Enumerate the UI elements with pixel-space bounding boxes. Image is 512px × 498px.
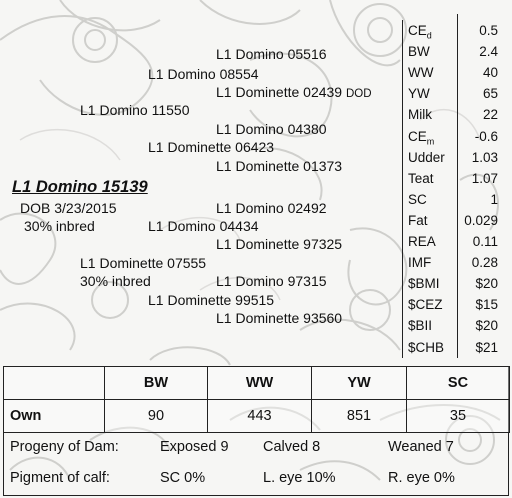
pedigree-dam-sire: L1 Domino 04434 [148, 218, 259, 234]
epd-value: 1.07 [471, 170, 498, 186]
epd-label: REA [408, 234, 436, 249]
performance-table [3, 366, 510, 433]
date-of-birth: DOB 3/23/2015 [20, 200, 117, 216]
pedigree-sire-sire-dam [216, 84, 372, 102]
dam-inbreeding-coefficient: 30% inbred [80, 273, 151, 289]
epd-label: $CHB [408, 339, 445, 355]
epd-label: Milk [408, 107, 432, 123]
epd-value: 0.28 [471, 255, 498, 271]
epd-value: 22 [482, 107, 498, 123]
pigment-left-eye: L. eye 10% [263, 470, 336, 486]
performance-header-sc: SC [407, 367, 510, 400]
epd-label: $BII [408, 318, 433, 334]
epd-value: -0.6 [474, 128, 498, 144]
epd-value: 2.4 [479, 44, 498, 60]
epd-row [404, 22, 504, 42]
epd-value: 40 [482, 65, 498, 81]
epd-label: YW [408, 86, 430, 102]
pedigree-dam-dam: L1 Dominette 99515 [148, 292, 275, 308]
epd-row [404, 170, 504, 190]
pedigree-dam-dam-dam: L1 Dominette 93560 [216, 310, 343, 326]
pedigree-sire-sire-dam-name: L1 Dominette 02439 [216, 84, 343, 100]
epd-row [404, 106, 504, 126]
epd-label: SC [408, 191, 427, 207]
epd-label-group [408, 23, 432, 44]
inbreeding-coefficient: 30% inbred [24, 218, 95, 234]
epd-row [404, 191, 504, 211]
pedigree-sire-dam-dam: L1 Dominette 01373 [216, 158, 343, 174]
performance-header-row [4, 367, 510, 400]
epd-row [404, 275, 504, 295]
pedigree-dam: L1 Dominette 07555 [80, 255, 207, 271]
epd-label-subscript: m [426, 136, 435, 147]
dod-tag: DOD [345, 88, 372, 100]
pedigree-dam-dam-sire: L1 Domino 97315 [216, 273, 327, 289]
progeny-calved: Calved 8 [263, 439, 321, 455]
epd-row [404, 339, 504, 359]
performance-value-ww: 443 [208, 400, 312, 433]
progeny-weaned: Weaned 7 [388, 439, 454, 455]
epd-value: $21 [475, 339, 498, 355]
epd-row [404, 128, 504, 148]
pedigree-dam-sire-sire: L1 Domino 02492 [216, 200, 327, 216]
epd-value: $20 [475, 318, 498, 334]
epd-row [404, 43, 504, 63]
performance-corner-cell [4, 367, 105, 400]
epd-row [404, 85, 504, 105]
epd-row [404, 212, 504, 232]
epd-value: 1 [490, 191, 498, 207]
epd-value: 0.11 [472, 234, 498, 249]
performance-value-bw: 90 [105, 400, 208, 433]
pigment-scrotum: SC 0% [160, 470, 206, 486]
performance-row-label: Own [4, 400, 105, 433]
epd-row [404, 317, 504, 337]
epd-label: WW [408, 65, 434, 81]
epd-row [404, 149, 504, 169]
epd-column-divider-left [402, 20, 403, 358]
epd-value: $15 [475, 297, 498, 313]
epd-row [404, 233, 504, 253]
epd-label: Udder [408, 149, 445, 165]
pedigree-dam-sire-dam: L1 Dominette 97325 [216, 236, 343, 252]
pedigree-sire-sire-sire: L1 Domino 05516 [216, 46, 327, 62]
epd-label-subscript: d [426, 30, 432, 41]
pigment-right-eye: R. eye 0% [388, 470, 455, 486]
epd-label: IMF [408, 255, 432, 271]
performance-header-bw: BW [105, 367, 208, 400]
progeny-exposed: Exposed 9 [160, 439, 229, 455]
epd-value: 65 [482, 86, 498, 102]
epd-label: $CEZ [408, 297, 443, 313]
performance-value-yw: 851 [312, 400, 407, 433]
epd-label: CE [408, 128, 427, 144]
progeny-of-dam-label: Progeny of Dam: [10, 439, 119, 455]
epd-row [404, 296, 504, 316]
epd-row [404, 254, 504, 274]
epd-value: $20 [475, 276, 498, 292]
epd-label: $BMI [408, 276, 440, 292]
epd-value: 0.5 [479, 23, 498, 38]
performance-own-row [4, 400, 510, 433]
pigment-of-calf-label: Pigment of calf: [10, 470, 110, 486]
epd-label: Teat [408, 170, 434, 186]
epd-label: CE [408, 23, 427, 38]
epd-row [404, 64, 504, 84]
performance-header-yw: YW [312, 367, 407, 400]
epd-label-group [408, 129, 434, 150]
performance-value-sc: 35 [407, 400, 510, 433]
epd-value: 1.03 [471, 149, 498, 165]
pedigree-sire-sire: L1 Domino 08554 [148, 66, 259, 82]
pedigree-sire: L1 Domino 11550 [80, 102, 190, 118]
epd-value: 0.029 [464, 212, 498, 228]
pedigree-sire-dam-sire: L1 Domino 04380 [216, 121, 327, 137]
epd-label: BW [408, 44, 430, 60]
animal-name: L1 Domino 15139 [12, 178, 148, 196]
performance-header-ww: WW [208, 367, 312, 400]
pedigree-sire-dam: L1 Dominette 06423 [148, 139, 275, 155]
epd-label: Fat [408, 212, 428, 228]
